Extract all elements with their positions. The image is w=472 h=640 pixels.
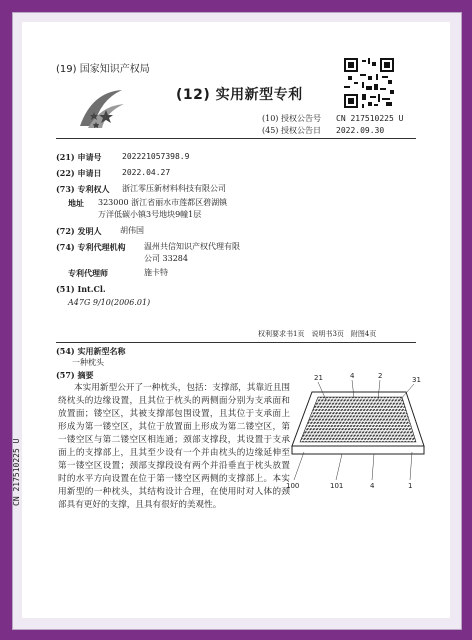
page-counts: 权利要求书1页 说明书3页 附图4页 xyxy=(258,330,377,338)
side-publication-code: CN 217510225 U xyxy=(12,438,21,506)
agency-label: (74) 专利代理机构 xyxy=(56,242,126,252)
agency-line-2: 公司 33284 xyxy=(144,254,188,263)
qr-code-icon xyxy=(344,58,394,108)
address-line-1: 323000 浙江省丽水市莲都区碧湖镇 xyxy=(98,198,228,207)
agent-label: 专利代理师 xyxy=(68,268,108,278)
figure-label: 2 xyxy=(378,372,383,380)
abstract-figure xyxy=(282,370,432,498)
publication-number: CN 217510225 U xyxy=(336,114,404,123)
figure-label: 100 xyxy=(286,482,300,490)
document-type: (12) 实用新型专利 xyxy=(176,87,303,103)
int-cl-label: (51) Int.Cl. xyxy=(56,284,106,294)
figure-label: 31 xyxy=(412,376,421,384)
patentee: 浙江零压新材料科技有限公司 xyxy=(122,184,226,193)
patent-page xyxy=(12,22,450,618)
publication-date: 2022.09.30 xyxy=(336,126,385,135)
figure-label: 4 xyxy=(350,372,355,380)
application-date: 2022.04.27 xyxy=(122,168,171,177)
application-number-label: (21) 申请号 xyxy=(56,152,102,162)
publication-date-label: (45) 授权公告日 xyxy=(262,126,321,135)
int-cl: A47G 9/10(2006.01) xyxy=(68,298,151,307)
abstract-text: 本实用新型公开了一种枕头，包括：支撑部，其靠近且围绕枕头的边缘设置，且其位于枕头的两侧面分别为支承面和放置面；镂空区，其被支撑部包围设置，且其位于支承面上形成为第一镂空区，其位于放置面上形成为第二镂空区，第一镂空区与第二镂空区相连通；颈部支撑段，其设置于支承面上的支撑部上，且其至少设有一个并由枕头的边缘延伸至第一镂空区设置；颈部支撑段设有两个并沿垂直于枕头放置时的水平方向设置在位于第一镂空区两侧的支撑部上。本实用新型的一种枕头，其结构设计合理，在使用时对人体的颈部具有更好的支撑，且具有很好的美观性。 xyxy=(58,383,290,510)
header-divider xyxy=(56,138,416,139)
figure-label: 21 xyxy=(314,374,323,382)
application-number: 202221057398.9 xyxy=(122,152,190,161)
utility-model-name-label: (54) 实用新型名称 xyxy=(56,346,126,356)
address-label: 地址 xyxy=(68,198,84,208)
stats-divider xyxy=(56,342,416,343)
patentee-label: (73) 专利权人 xyxy=(56,184,110,194)
utility-model-name: 一种枕头 xyxy=(72,358,104,367)
address-line-2: 万洋低碳小镇3号地块9幢1层 xyxy=(98,210,202,219)
publication-number-label: (10) 授权公告号 xyxy=(262,114,321,123)
figure-label: 1 xyxy=(408,482,413,490)
emblem-icon xyxy=(74,82,128,136)
office-name: (19) 国家知识产权局 xyxy=(56,64,150,75)
figure-label: 4 xyxy=(370,482,375,490)
inventor-label: (72) 发明人 xyxy=(56,226,102,236)
abstract-label: (57) 摘要 xyxy=(56,370,94,380)
inventor: 胡伟国 xyxy=(120,226,144,235)
agency-line-1: 温州共信知识产权代理有限 xyxy=(144,242,240,251)
application-date-label: (22) 申请日 xyxy=(56,168,102,178)
figure-label: 101 xyxy=(330,482,344,490)
agent: 施卡特 xyxy=(144,268,168,277)
